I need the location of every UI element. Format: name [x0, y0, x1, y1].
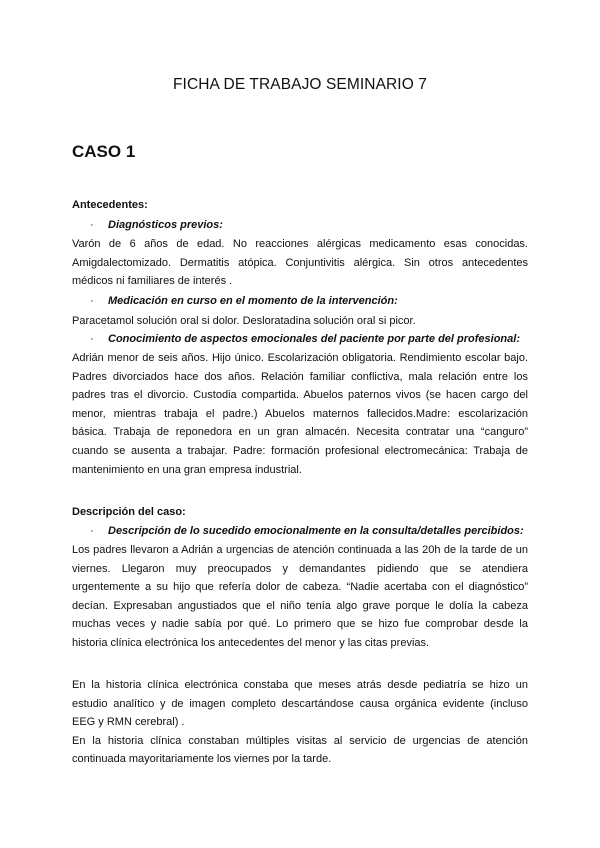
text-line: viernes. Llegaron muy preocupados y demandantes pidiendo que se atendiera [72, 562, 528, 575]
bullet-dot: · [90, 525, 94, 537]
bullet-dot: · [90, 295, 94, 307]
sucedido-label: Descripción de lo sucedido emocionalmente en la consulta/detalles percibidos: [108, 525, 524, 537]
text-line: continuada mayoritariamente los viernes por la tarde. [72, 753, 332, 766]
text-line: cuando se ausenta a trabajar. Padre: formación profesional electromecánica: Trabaja de [72, 444, 528, 457]
medicacion-paragraph [72, 312, 528, 331]
page-title: FICHA DE TRABAJO SEMINARIO 7 [172, 76, 427, 93]
text-line: básica. Trabaja de reponedora en un gran almacén. Necesita contratar una “canguro” [72, 426, 528, 439]
text-line: padres tras el divorcio. Custodia compartida. Abuelos paternos vivos (se hacen cargo del [72, 389, 528, 402]
text-line: historia clínica electrónica los antecedentes del menor y las citas previas. [72, 636, 430, 649]
text-line: EEG y RMN cerebral) . [72, 716, 185, 729]
medicacion-label: Medicación en curso en el momento de la intervención: [108, 295, 398, 307]
text-line: médicos ni familiares de interés . [72, 275, 233, 288]
antecedentes-heading: Antecedentes: [72, 199, 148, 211]
bullet-dot: · [90, 219, 94, 231]
text-line: Los padres llevaron a Adrián a urgencias de atención continuada a las 20h de la tarde de un [72, 544, 528, 556]
text-line: Paracetamol solución oral si dolor. Desloratadina solución oral si picor. [72, 315, 416, 327]
text-line: Amigdalectomizado. Dermatitis atópica. Conjuntivitis alérgica. Sin otros antecedentes [72, 256, 528, 269]
text-line: Adrián menor de seis años. Hijo único. Escolarización obligatoria. Rendimiento escolar bajo. [72, 352, 528, 364]
case-title: CASO 1 [72, 142, 136, 161]
text-line: menor, mientras trabaja el padre.) Abuelos maternos fallecidos.Madre: escolarización [72, 407, 528, 420]
diagnosticos-bullet [90, 219, 223, 231]
bullet-dot: · [90, 333, 94, 345]
text-line: Varón de 6 años de edad. No reacciones alérgicas medicamento esas conocidas. [72, 238, 528, 250]
conocimiento-label: Conocimiento de aspectos emocionales del paciente por parte del profesional: [108, 333, 520, 345]
conocimiento-paragraph [72, 349, 528, 479]
descripcion-heading: Descripción del caso: [72, 506, 186, 518]
historia-paragraph [72, 676, 528, 769]
sucedido-paragraph [72, 541, 528, 653]
text-line: Padres divorciados hace dos años. Relación familiar conflictiva, mala relación entre los [72, 370, 528, 383]
diagnosticos-paragraph [72, 235, 528, 291]
conocimiento-bullet [90, 333, 520, 345]
text-line: urgentemente a su hijo que refería dolor de cabeza. “Nadie acertaba con el diagnóstico” [72, 581, 528, 594]
sucedido-bullet [90, 525, 524, 537]
text-line: estudio analítico y de imagen completo descartándose causa orgánica evidente (incluso [72, 697, 528, 710]
text-line: muchas veces y nadie sabía por qué. Lo primero que se hizo fue comprobar desde la [72, 618, 528, 631]
diagnosticos-label: Diagnósticos previos: [108, 219, 223, 231]
medicacion-bullet [90, 295, 398, 307]
text-line: decían. Expresaban angustiados que el niño tenía algo grave porque le dolía la cabeza [72, 599, 528, 612]
text-line: En la historia clínica constaban múltiples visitas al servicio de urgencias de atención [72, 734, 528, 747]
text-line: mantenimiento en una gran empresa industrial. [72, 463, 302, 476]
text-line: En la historia clínica electrónica constaba que meses atrás desde pediatría se hizo un [72, 679, 528, 691]
